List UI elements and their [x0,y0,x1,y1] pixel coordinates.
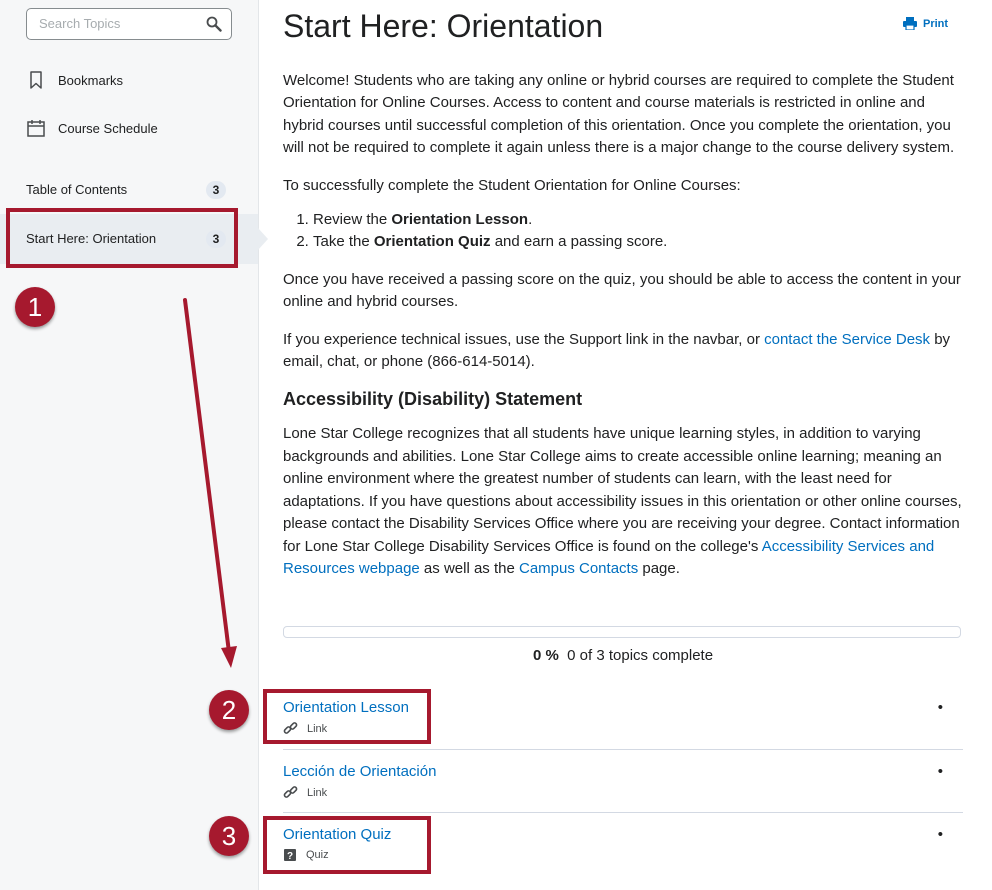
progress-summary [283,647,963,664]
progress-count: 0 of 3 topics complete [567,647,714,664]
welcome-paragraph: Welcome! Students who are taking any online or hybrid courses are required to complete the Student Orientation for Online Courses. Access to content and course materials is restricted in online and hybrid courses until successful completion of this orientation. Once you complete the orientation, you will not be required to complete it again unless there is a major change to the course delivery system. [283,72,955,157]
progress-percent: 0 % [532,647,559,664]
table-of-contents-item[interactable] [26,182,226,197]
module-description [283,70,963,580]
annotation-marker-2: 2 [209,690,249,730]
course-schedule-item[interactable] [26,118,158,138]
passing-paragraph: Once you have received a passing score on the quiz, you should be able to access the content in your online and hybrid courses. [283,270,961,311]
annotation-marker-1: 1 [15,287,55,327]
module-count-badge: 3 [206,230,226,248]
topic-status-dot: • [937,763,943,780]
topic-type: Link [283,721,327,736]
service-desk-link[interactable]: contact the Service Desk [764,330,931,348]
annotation-box-1 [6,208,238,268]
topic-title[interactable]: Orientation Lesson [283,699,409,716]
bookmarks-label: Bookmarks [58,72,124,88]
search-input[interactable] [37,15,201,32]
topic-status-dot: • [937,826,943,843]
progress-bar [283,626,961,638]
topic-title[interactable]: Orientation Quiz [283,826,392,843]
search-box [26,8,232,40]
topic-status-dot: • [937,699,943,716]
support-paragraph: If you experience technical issues, use the Support link in the navbar, or contact the Service Desk by email, chat, or phone (866-614-5014). [283,330,951,371]
campus-contacts-link[interactable]: Campus Contacts [518,559,639,577]
annotation-marker-3: 3 [209,816,249,856]
page-title: Start Here: Orientation [283,8,604,44]
topic-divider [283,749,963,750]
topic-type: ? Quiz [283,848,329,862]
annotation-arrow [170,290,250,680]
link-icon [283,785,298,800]
steps-list [283,209,963,254]
topic-divider [283,812,963,813]
svg-text:?: ? [286,851,294,862]
accessibility-heading: Accessibility (Disability) Statement [283,389,583,410]
annotation-box-2 [263,689,431,744]
intro-paragraph: To successfully complete the Student Orientation for Online Courses: [283,176,741,194]
accessibility-services-link[interactable]: Accessibility Services and Resources webpage [283,537,935,577]
selected-caret [258,228,268,250]
bookmark-icon [26,70,46,90]
topic-title[interactable]: Lección de Orientación [283,763,437,780]
calendar-icon [26,118,46,138]
step-item: 1. Review the Orientation Lesson. [313,209,963,231]
topic-item[interactable] [283,763,963,799]
search-icon[interactable] [206,16,222,32]
accessibility-paragraph: Lone Star College recognizes that all students have unique learning styles, in addition to varying backgrounds and abilities. Lone Star College aims to create accessible online learning; meaning an online environment where the greatest number of students can learn, with the least need for adaptations. If you have questions about accessibility issues in this orientation or other online courses, please contact the Disability Services Office where you are receiving your degree. Contact information for Lone Star College Disability Services Office is found on the college's Accessibility Services and Resources webpage as well as the Campus Contacts page. [283,425,962,577]
print-button[interactable] [903,17,948,30]
printer-icon [903,17,917,30]
table-of-contents-label: Table of Contents [26,182,128,197]
bookmarks-item[interactable] [26,70,123,90]
topic-type: Link [283,785,327,800]
start-here-label: Start Here: Orientation [26,231,157,246]
annotation-box-3 [263,816,431,874]
step-item: 2. Take the Orientation Quiz and earn a passing score. [313,231,963,253]
toc-count-badge: 3 [206,181,226,199]
print-label: Print [923,17,949,30]
course-schedule-label: Course Schedule [58,120,158,136]
